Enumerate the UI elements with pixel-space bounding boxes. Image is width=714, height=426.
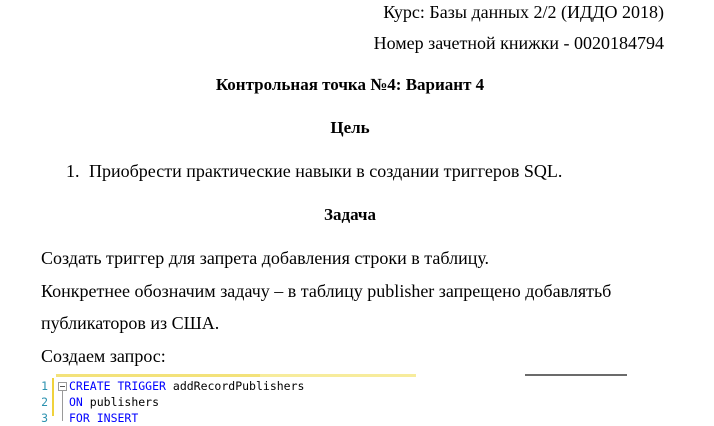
goal-list-item bbox=[66, 160, 562, 182]
underline-bar bbox=[525, 374, 627, 376]
code-line bbox=[36, 410, 636, 426]
sql-keyword: INSERT bbox=[96, 411, 139, 425]
task-paragraph-3: публикаторов из США. bbox=[41, 313, 220, 333]
task-paragraph-1: Создать триггер для запрета добавления строки в таблицу. bbox=[41, 248, 490, 268]
task-heading: Задача bbox=[324, 205, 376, 224]
code-snippet bbox=[36, 378, 636, 425]
code-text bbox=[69, 394, 159, 410]
sql-keyword: ON bbox=[69, 395, 83, 409]
sql-identifier: publishers bbox=[89, 395, 160, 409]
line-number: 2 bbox=[41, 395, 48, 409]
code-line bbox=[36, 394, 636, 410]
sql-identifier: addRecordPublishers bbox=[172, 379, 305, 393]
code-line bbox=[36, 378, 636, 394]
highlight-bar bbox=[56, 374, 260, 377]
line-number: 3 bbox=[41, 411, 48, 425]
list-text: Приобрести практические навыки в создании триггеров SQL. bbox=[89, 161, 563, 181]
goal-heading: Цель bbox=[330, 118, 370, 137]
highlight-bar bbox=[260, 374, 416, 377]
sql-keyword: CREATE bbox=[69, 379, 111, 393]
record-book-line: Номер зачетной книжки - 0020184794 bbox=[373, 33, 664, 53]
code-text bbox=[69, 378, 304, 394]
document-title: Контрольная точка №4: Вариант 4 bbox=[215, 75, 485, 94]
course-line: Курс: Базы данных 2/2 (ИДДО 2018) bbox=[383, 2, 664, 22]
sql-keyword: FOR bbox=[69, 411, 90, 425]
list-number: 1. bbox=[66, 161, 80, 181]
code-text bbox=[69, 410, 138, 426]
task-paragraph-4: Создаем запрос: bbox=[41, 346, 166, 366]
task-paragraph-2: Конкретнее обозначим задачу – в таблицу publisher запрещено добавлятьб bbox=[41, 281, 612, 301]
sql-keyword: TRIGGER bbox=[117, 379, 166, 393]
line-number: 1 bbox=[41, 379, 48, 393]
